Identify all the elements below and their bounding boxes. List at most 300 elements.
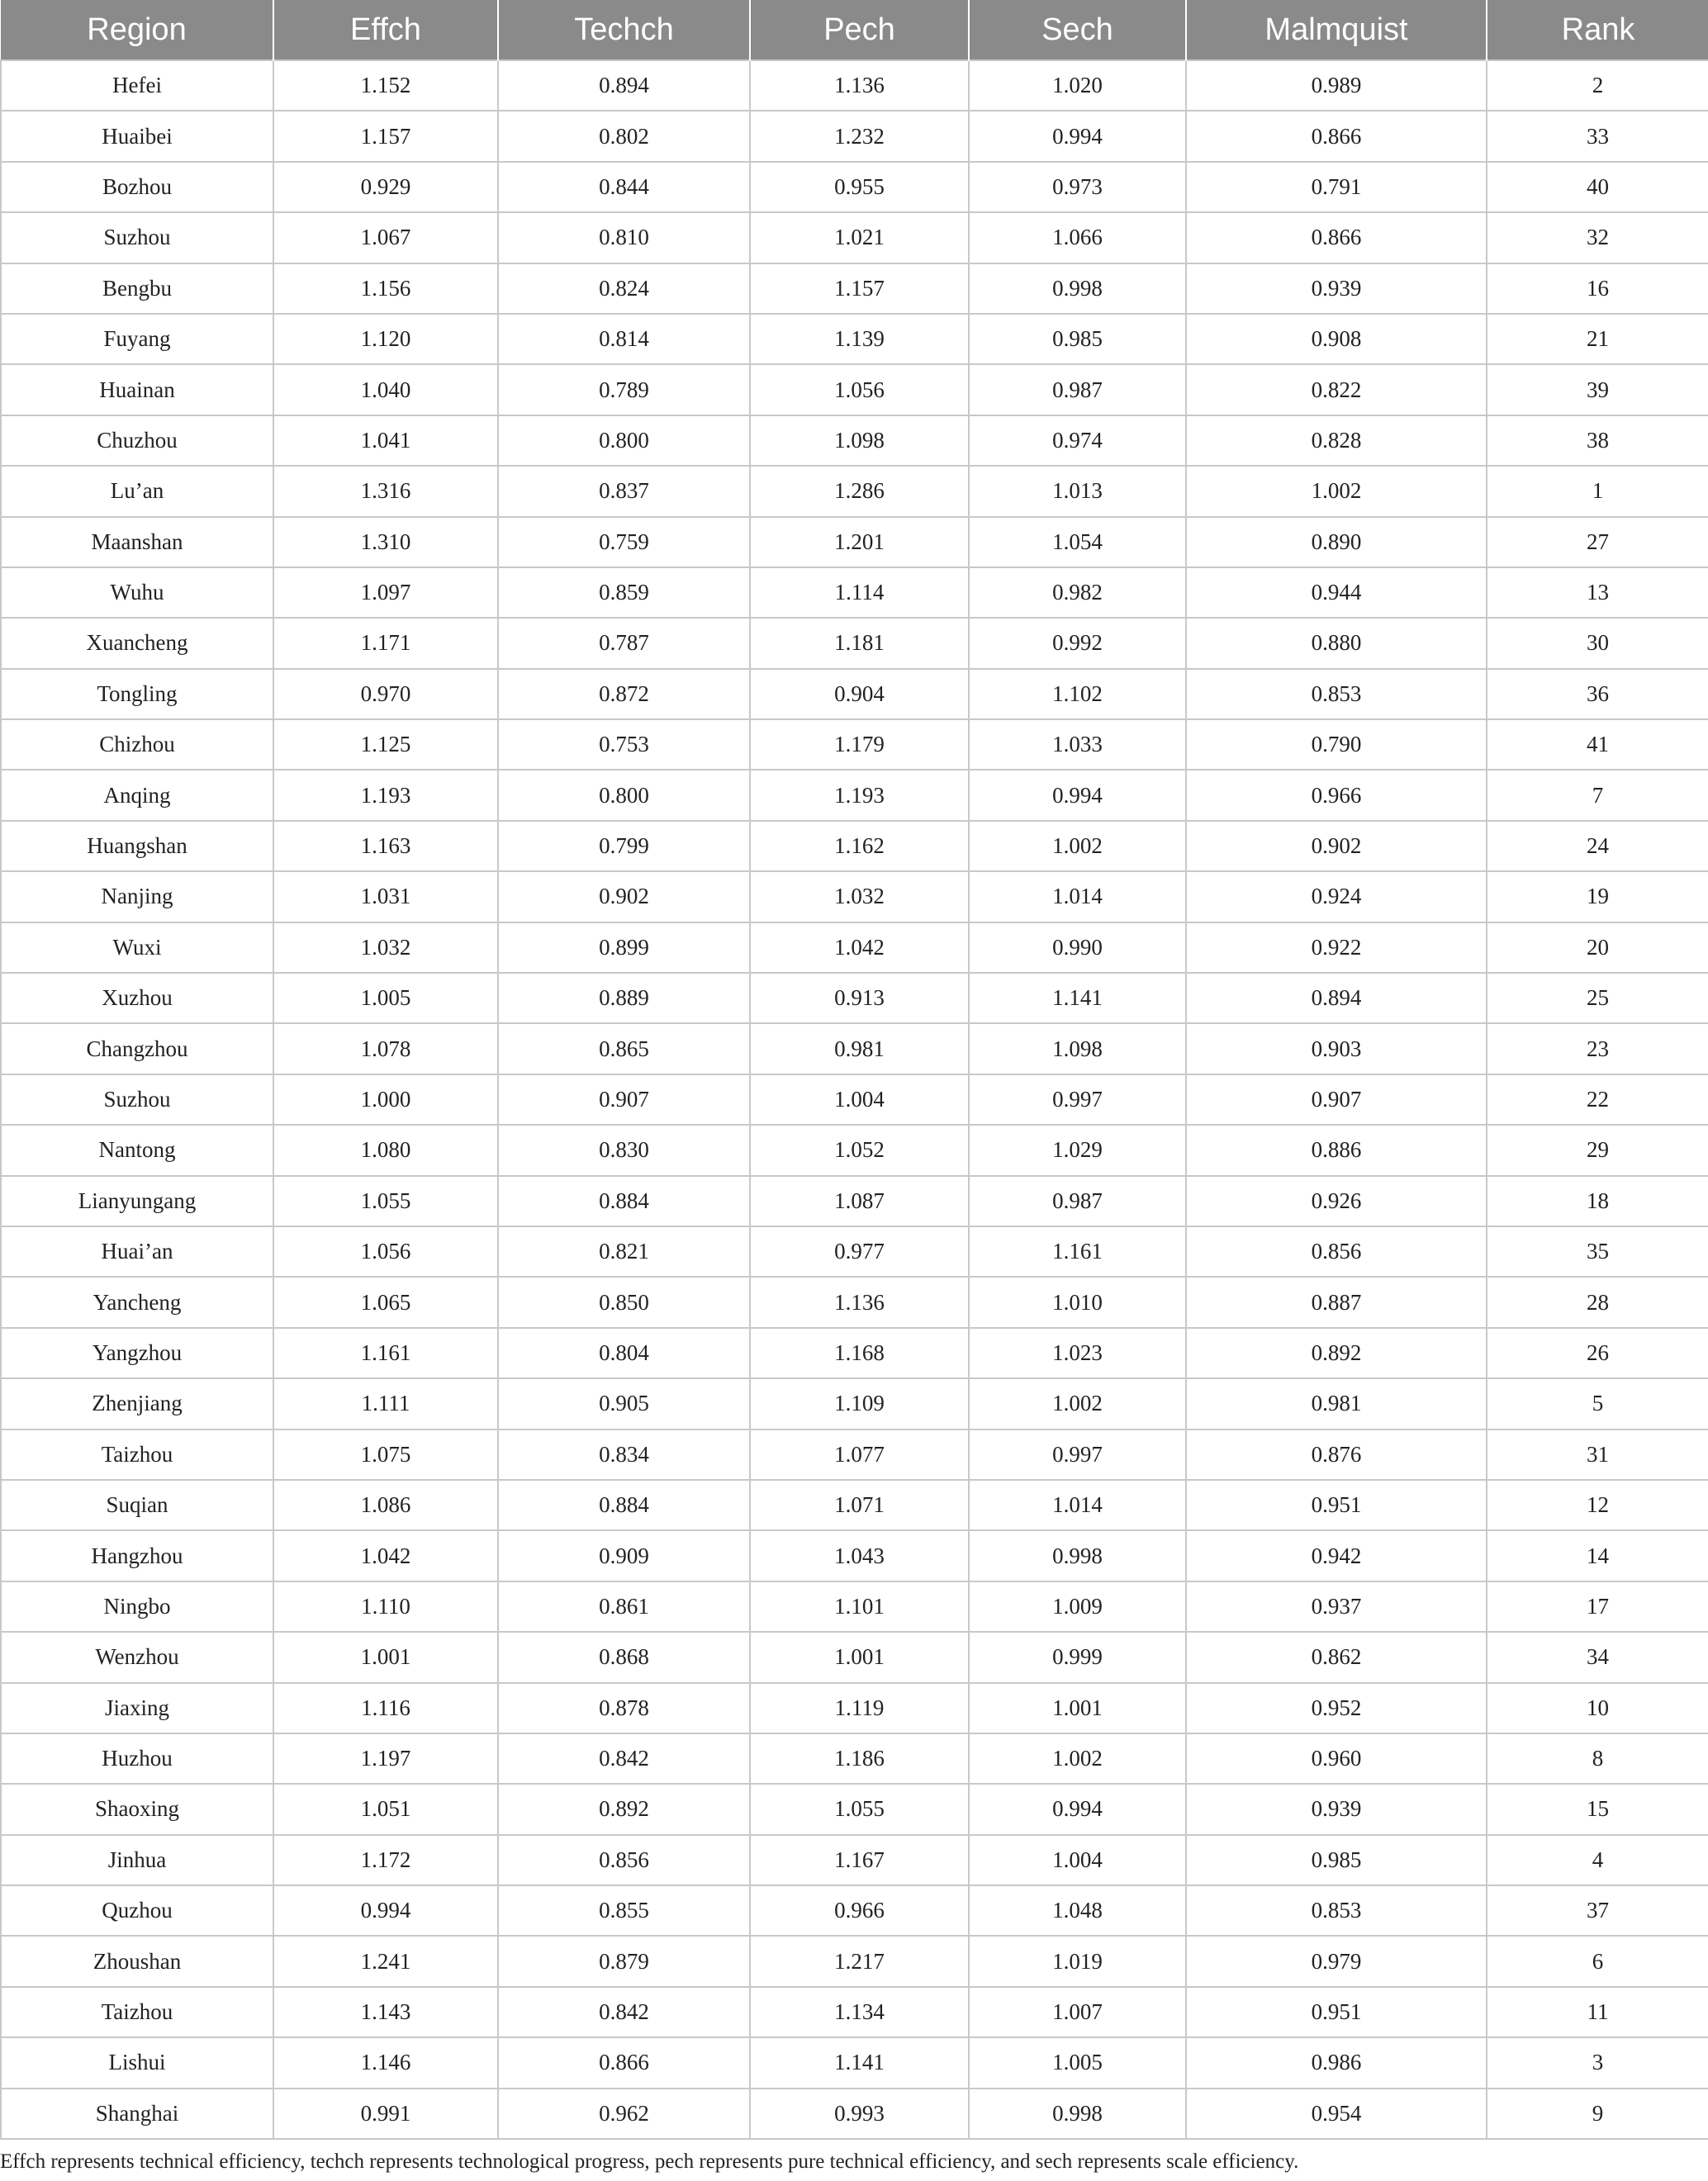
cell-techch: 0.907 bbox=[498, 1074, 750, 1125]
cell-rank: 19 bbox=[1487, 871, 1708, 922]
cell-sech: 1.001 bbox=[969, 1683, 1186, 1733]
cell-pech: 1.114 bbox=[750, 567, 969, 618]
cell-pech: 0.993 bbox=[750, 2089, 969, 2139]
cell-techch: 0.868 bbox=[498, 1632, 750, 1682]
cell-malmquist: 0.886 bbox=[1186, 1125, 1487, 1175]
cell-effch: 1.193 bbox=[273, 770, 498, 820]
cell-pech: 1.167 bbox=[750, 1835, 969, 1885]
cell-rank: 24 bbox=[1487, 821, 1708, 871]
cell-malmquist: 1.002 bbox=[1186, 466, 1487, 516]
cell-sech: 1.002 bbox=[969, 821, 1186, 871]
cell-sech: 1.066 bbox=[969, 212, 1186, 263]
cell-rank: 18 bbox=[1487, 1176, 1708, 1226]
cell-rank: 9 bbox=[1487, 2089, 1708, 2139]
table-row bbox=[1, 2089, 1708, 2139]
cell-rank: 37 bbox=[1487, 1885, 1708, 1936]
table-row bbox=[1, 1226, 1708, 1277]
cell-pech: 1.071 bbox=[750, 1480, 969, 1530]
cell-pech: 1.119 bbox=[750, 1683, 969, 1733]
column-header-malmquist: Malmquist bbox=[1186, 0, 1487, 60]
cell-sech: 0.997 bbox=[969, 1430, 1186, 1480]
cell-malmquist: 0.894 bbox=[1186, 973, 1487, 1023]
table-row bbox=[1, 1885, 1708, 1936]
cell-rank: 36 bbox=[1487, 669, 1708, 719]
cell-malmquist: 0.790 bbox=[1186, 719, 1487, 770]
cell-rank: 17 bbox=[1487, 1581, 1708, 1632]
cell-sech: 0.987 bbox=[969, 1176, 1186, 1226]
cell-techch: 0.855 bbox=[498, 1885, 750, 1936]
cell-effch: 1.316 bbox=[273, 466, 498, 516]
table-row bbox=[1, 1835, 1708, 1885]
table-row bbox=[1, 1430, 1708, 1480]
cell-sech: 1.141 bbox=[969, 973, 1186, 1023]
cell-malmquist: 0.939 bbox=[1186, 263, 1487, 314]
cell-region: Shaoxing bbox=[1, 1784, 273, 1834]
cell-rank: 7 bbox=[1487, 770, 1708, 820]
cell-malmquist: 0.944 bbox=[1186, 567, 1487, 618]
cell-region: Wuxi bbox=[1, 922, 273, 973]
cell-sech: 0.998 bbox=[969, 263, 1186, 314]
cell-pech: 1.141 bbox=[750, 2037, 969, 2088]
cell-effch: 1.055 bbox=[273, 1176, 498, 1226]
cell-sech: 0.990 bbox=[969, 922, 1186, 973]
cell-malmquist: 0.924 bbox=[1186, 871, 1487, 922]
cell-pech: 1.055 bbox=[750, 1784, 969, 1834]
table-footnote: Effch represents technical efficiency, techch represents technological progress, pech represents pure technical efficiency, and sech represents scale efficiency. bbox=[0, 2150, 1299, 2173]
cell-rank: 25 bbox=[1487, 973, 1708, 1023]
table-row bbox=[1, 1936, 1708, 1986]
cell-techch: 0.892 bbox=[498, 1784, 750, 1834]
cell-sech: 1.019 bbox=[969, 1936, 1186, 1986]
cell-region: Ningbo bbox=[1, 1581, 273, 1632]
cell-pech: 1.157 bbox=[750, 263, 969, 314]
cell-sech: 1.010 bbox=[969, 1277, 1186, 1327]
table-row bbox=[1, 1074, 1708, 1125]
cell-techch: 0.804 bbox=[498, 1328, 750, 1378]
cell-region: Huangshan bbox=[1, 821, 273, 871]
cell-pech: 1.043 bbox=[750, 1530, 969, 1581]
cell-pech: 1.032 bbox=[750, 871, 969, 922]
cell-pech: 1.042 bbox=[750, 922, 969, 973]
cell-pech: 0.904 bbox=[750, 669, 969, 719]
table-row bbox=[1, 719, 1708, 770]
table-row bbox=[1, 212, 1708, 263]
cell-effch: 1.097 bbox=[273, 567, 498, 618]
cell-effch: 1.163 bbox=[273, 821, 498, 871]
cell-effch: 1.156 bbox=[273, 263, 498, 314]
cell-effch: 1.241 bbox=[273, 1936, 498, 1986]
cell-techch: 0.884 bbox=[498, 1176, 750, 1226]
cell-effch: 1.110 bbox=[273, 1581, 498, 1632]
header-row bbox=[1, 0, 1708, 60]
cell-pech: 1.077 bbox=[750, 1430, 969, 1480]
cell-rank: 21 bbox=[1487, 314, 1708, 364]
cell-pech: 1.286 bbox=[750, 466, 969, 516]
table-row bbox=[1, 364, 1708, 415]
cell-pech: 1.136 bbox=[750, 1277, 969, 1327]
table-row bbox=[1, 669, 1708, 719]
cell-sech: 0.985 bbox=[969, 314, 1186, 364]
cell-sech: 0.994 bbox=[969, 770, 1186, 820]
cell-sech: 1.161 bbox=[969, 1226, 1186, 1277]
cell-rank: 14 bbox=[1487, 1530, 1708, 1581]
cell-sech: 0.997 bbox=[969, 1074, 1186, 1125]
cell-region: Bozhou bbox=[1, 162, 273, 212]
cell-rank: 8 bbox=[1487, 1733, 1708, 1784]
table-row bbox=[1, 1277, 1708, 1327]
cell-region: Fuyang bbox=[1, 314, 273, 364]
cell-effch: 1.032 bbox=[273, 922, 498, 973]
cell-pech: 1.136 bbox=[750, 60, 969, 111]
table-row bbox=[1, 1023, 1708, 1074]
cell-region: Xuzhou bbox=[1, 973, 273, 1023]
cell-malmquist: 0.981 bbox=[1186, 1378, 1487, 1429]
cell-sech: 1.004 bbox=[969, 1835, 1186, 1885]
cell-sech: 1.023 bbox=[969, 1328, 1186, 1378]
cell-effch: 1.143 bbox=[273, 1987, 498, 2037]
cell-rank: 32 bbox=[1487, 212, 1708, 263]
cell-rank: 5 bbox=[1487, 1378, 1708, 1429]
table-row bbox=[1, 466, 1708, 516]
cell-effch: 1.146 bbox=[273, 2037, 498, 2088]
cell-effch: 1.051 bbox=[273, 1784, 498, 1834]
cell-techch: 0.894 bbox=[498, 60, 750, 111]
cell-malmquist: 0.791 bbox=[1186, 162, 1487, 212]
cell-effch: 1.056 bbox=[273, 1226, 498, 1277]
cell-region: Huzhou bbox=[1, 1733, 273, 1784]
cell-region: Nantong bbox=[1, 1125, 273, 1175]
column-header-sech: Sech bbox=[969, 0, 1186, 60]
cell-rank: 23 bbox=[1487, 1023, 1708, 1074]
cell-effch: 1.065 bbox=[273, 1277, 498, 1327]
cell-rank: 35 bbox=[1487, 1226, 1708, 1277]
cell-sech: 1.033 bbox=[969, 719, 1186, 770]
table-row bbox=[1, 2037, 1708, 2088]
cell-sech: 0.973 bbox=[969, 162, 1186, 212]
cell-rank: 10 bbox=[1487, 1683, 1708, 1733]
cell-region: Yangzhou bbox=[1, 1328, 273, 1378]
cell-pech: 1.168 bbox=[750, 1328, 969, 1378]
cell-malmquist: 0.942 bbox=[1186, 1530, 1487, 1581]
cell-sech: 1.002 bbox=[969, 1733, 1186, 1784]
cell-sech: 1.005 bbox=[969, 2037, 1186, 2088]
cell-region: Huai’an bbox=[1, 1226, 273, 1277]
cell-techch: 0.865 bbox=[498, 1023, 750, 1074]
cell-effch: 1.171 bbox=[273, 618, 498, 668]
cell-malmquist: 0.887 bbox=[1186, 1277, 1487, 1327]
table-header bbox=[1, 0, 1708, 60]
cell-region: Anqing bbox=[1, 770, 273, 820]
cell-techch: 0.889 bbox=[498, 973, 750, 1023]
cell-malmquist: 0.853 bbox=[1186, 669, 1487, 719]
cell-sech: 1.007 bbox=[969, 1987, 1186, 2037]
cell-techch: 0.962 bbox=[498, 2089, 750, 2139]
table-row bbox=[1, 1987, 1708, 2037]
cell-techch: 0.909 bbox=[498, 1530, 750, 1581]
cell-region: Lishui bbox=[1, 2037, 273, 2088]
cell-effch: 0.994 bbox=[273, 1885, 498, 1936]
cell-region: Huainan bbox=[1, 364, 273, 415]
cell-effch: 1.310 bbox=[273, 517, 498, 567]
cell-sech: 0.994 bbox=[969, 1784, 1186, 1834]
cell-sech: 1.009 bbox=[969, 1581, 1186, 1632]
cell-malmquist: 0.960 bbox=[1186, 1733, 1487, 1784]
cell-malmquist: 0.951 bbox=[1186, 1480, 1487, 1530]
table-row bbox=[1, 871, 1708, 922]
cell-malmquist: 0.922 bbox=[1186, 922, 1487, 973]
cell-rank: 2 bbox=[1487, 60, 1708, 111]
table-row bbox=[1, 60, 1708, 111]
cell-pech: 1.021 bbox=[750, 212, 969, 263]
cell-techch: 0.753 bbox=[498, 719, 750, 770]
table-row bbox=[1, 517, 1708, 567]
cell-malmquist: 0.828 bbox=[1186, 415, 1487, 466]
column-header-techch: Techch bbox=[498, 0, 750, 60]
cell-pech: 1.217 bbox=[750, 1936, 969, 1986]
cell-region: Hangzhou bbox=[1, 1530, 273, 1581]
table-row bbox=[1, 1733, 1708, 1784]
cell-sech: 1.020 bbox=[969, 60, 1186, 111]
cell-region: Nanjing bbox=[1, 871, 273, 922]
cell-region: Suqian bbox=[1, 1480, 273, 1530]
table-row bbox=[1, 922, 1708, 973]
cell-sech: 0.974 bbox=[969, 415, 1186, 466]
cell-techch: 0.821 bbox=[498, 1226, 750, 1277]
cell-sech: 1.014 bbox=[969, 1480, 1186, 1530]
cell-rank: 40 bbox=[1487, 162, 1708, 212]
cell-region: Lianyungang bbox=[1, 1176, 273, 1226]
cell-effch: 1.078 bbox=[273, 1023, 498, 1074]
cell-techch: 0.861 bbox=[498, 1581, 750, 1632]
cell-effch: 1.075 bbox=[273, 1430, 498, 1480]
cell-techch: 0.856 bbox=[498, 1835, 750, 1885]
cell-techch: 0.866 bbox=[498, 2037, 750, 2088]
cell-region: Yancheng bbox=[1, 1277, 273, 1327]
cell-effch: 1.157 bbox=[273, 111, 498, 161]
cell-sech: 1.002 bbox=[969, 1378, 1186, 1429]
cell-effch: 1.000 bbox=[273, 1074, 498, 1125]
cell-techch: 0.842 bbox=[498, 1987, 750, 2037]
cell-effch: 1.067 bbox=[273, 212, 498, 263]
cell-rank: 12 bbox=[1487, 1480, 1708, 1530]
cell-pech: 1.179 bbox=[750, 719, 969, 770]
cell-region: Maanshan bbox=[1, 517, 273, 567]
cell-malmquist: 0.937 bbox=[1186, 1581, 1487, 1632]
cell-pech: 1.004 bbox=[750, 1074, 969, 1125]
cell-effch: 1.172 bbox=[273, 1835, 498, 1885]
column-header-rank: Rank bbox=[1487, 0, 1708, 60]
cell-rank: 22 bbox=[1487, 1074, 1708, 1125]
cell-pech: 1.193 bbox=[750, 770, 969, 820]
cell-effch: 1.005 bbox=[273, 973, 498, 1023]
cell-effch: 1.040 bbox=[273, 364, 498, 415]
cell-pech: 1.181 bbox=[750, 618, 969, 668]
cell-techch: 0.810 bbox=[498, 212, 750, 263]
cell-malmquist: 0.822 bbox=[1186, 364, 1487, 415]
cell-rank: 27 bbox=[1487, 517, 1708, 567]
cell-region: Wuhu bbox=[1, 567, 273, 618]
cell-malmquist: 0.989 bbox=[1186, 60, 1487, 111]
cell-techch: 0.834 bbox=[498, 1430, 750, 1480]
cell-sech: 1.098 bbox=[969, 1023, 1186, 1074]
cell-malmquist: 0.939 bbox=[1186, 1784, 1487, 1834]
cell-rank: 6 bbox=[1487, 1936, 1708, 1986]
cell-sech: 1.013 bbox=[969, 466, 1186, 516]
cell-malmquist: 0.986 bbox=[1186, 2037, 1487, 2088]
cell-pech: 1.139 bbox=[750, 314, 969, 364]
cell-malmquist: 0.954 bbox=[1186, 2089, 1487, 2139]
cell-pech: 0.977 bbox=[750, 1226, 969, 1277]
cell-techch: 0.800 bbox=[498, 415, 750, 466]
cell-region: Zhenjiang bbox=[1, 1378, 273, 1429]
cell-malmquist: 0.862 bbox=[1186, 1632, 1487, 1682]
cell-sech: 1.048 bbox=[969, 1885, 1186, 1936]
cell-malmquist: 0.903 bbox=[1186, 1023, 1487, 1074]
cell-effch: 1.161 bbox=[273, 1328, 498, 1378]
cell-sech: 0.987 bbox=[969, 364, 1186, 415]
cell-malmquist: 0.908 bbox=[1186, 314, 1487, 364]
cell-effch: 1.080 bbox=[273, 1125, 498, 1175]
table-row bbox=[1, 1328, 1708, 1378]
cell-pech: 1.232 bbox=[750, 111, 969, 161]
cell-pech: 1.052 bbox=[750, 1125, 969, 1175]
cell-effch: 1.152 bbox=[273, 60, 498, 111]
cell-rank: 39 bbox=[1487, 364, 1708, 415]
cell-rank: 26 bbox=[1487, 1328, 1708, 1378]
cell-techch: 0.899 bbox=[498, 922, 750, 973]
cell-effch: 1.001 bbox=[273, 1632, 498, 1682]
cell-pech: 1.109 bbox=[750, 1378, 969, 1429]
cell-techch: 0.844 bbox=[498, 162, 750, 212]
table-row bbox=[1, 1125, 1708, 1175]
cell-techch: 0.802 bbox=[498, 111, 750, 161]
table-row bbox=[1, 1378, 1708, 1429]
cell-malmquist: 0.876 bbox=[1186, 1430, 1487, 1480]
cell-techch: 0.814 bbox=[498, 314, 750, 364]
cell-malmquist: 0.985 bbox=[1186, 1835, 1487, 1885]
cell-techch: 0.850 bbox=[498, 1277, 750, 1327]
cell-region: Lu’an bbox=[1, 466, 273, 516]
cell-sech: 0.992 bbox=[969, 618, 1186, 668]
table-row bbox=[1, 1683, 1708, 1733]
cell-sech: 1.014 bbox=[969, 871, 1186, 922]
cell-rank: 13 bbox=[1487, 567, 1708, 618]
table-row bbox=[1, 1632, 1708, 1682]
cell-region: Bengbu bbox=[1, 263, 273, 314]
cell-rank: 4 bbox=[1487, 1835, 1708, 1885]
cell-malmquist: 0.866 bbox=[1186, 212, 1487, 263]
cell-sech: 1.029 bbox=[969, 1125, 1186, 1175]
cell-region: Changzhou bbox=[1, 1023, 273, 1074]
cell-techch: 0.872 bbox=[498, 669, 750, 719]
cell-effch: 1.086 bbox=[273, 1480, 498, 1530]
cell-effch: 1.111 bbox=[273, 1378, 498, 1429]
cell-effch: 0.929 bbox=[273, 162, 498, 212]
cell-effch: 1.125 bbox=[273, 719, 498, 770]
cell-rank: 28 bbox=[1487, 1277, 1708, 1327]
cell-region: Xuancheng bbox=[1, 618, 273, 668]
column-header-pech: Pech bbox=[750, 0, 969, 60]
cell-region: Jiaxing bbox=[1, 1683, 273, 1733]
cell-region: Chuzhou bbox=[1, 415, 273, 466]
cell-rank: 34 bbox=[1487, 1632, 1708, 1682]
cell-pech: 0.955 bbox=[750, 162, 969, 212]
cell-techch: 0.799 bbox=[498, 821, 750, 871]
cell-techch: 0.789 bbox=[498, 364, 750, 415]
cell-sech: 0.982 bbox=[969, 567, 1186, 618]
cell-region: Hefei bbox=[1, 60, 273, 111]
table-row bbox=[1, 618, 1708, 668]
cell-malmquist: 0.979 bbox=[1186, 1936, 1487, 1986]
table-row bbox=[1, 415, 1708, 466]
cell-sech: 0.998 bbox=[969, 2089, 1186, 2139]
cell-techch: 0.830 bbox=[498, 1125, 750, 1175]
cell-techch: 0.837 bbox=[498, 466, 750, 516]
cell-pech: 1.001 bbox=[750, 1632, 969, 1682]
cell-sech: 1.054 bbox=[969, 517, 1186, 567]
cell-rank: 1 bbox=[1487, 466, 1708, 516]
table-row bbox=[1, 162, 1708, 212]
cell-effch: 1.042 bbox=[273, 1530, 498, 1581]
cell-rank: 38 bbox=[1487, 415, 1708, 466]
cell-rank: 31 bbox=[1487, 1430, 1708, 1480]
cell-region: Taizhou bbox=[1, 1430, 273, 1480]
cell-effch: 1.116 bbox=[273, 1683, 498, 1733]
cell-techch: 0.859 bbox=[498, 567, 750, 618]
cell-malmquist: 0.907 bbox=[1186, 1074, 1487, 1125]
cell-techch: 0.787 bbox=[498, 618, 750, 668]
cell-pech: 1.186 bbox=[750, 1733, 969, 1784]
cell-sech: 0.999 bbox=[969, 1632, 1186, 1682]
table-row bbox=[1, 770, 1708, 820]
cell-techch: 0.842 bbox=[498, 1733, 750, 1784]
table-row bbox=[1, 1581, 1708, 1632]
cell-region: Jinhua bbox=[1, 1835, 273, 1885]
cell-effch: 1.031 bbox=[273, 871, 498, 922]
cell-sech: 1.102 bbox=[969, 669, 1186, 719]
cell-malmquist: 0.853 bbox=[1186, 1885, 1487, 1936]
cell-pech: 1.162 bbox=[750, 821, 969, 871]
table-row bbox=[1, 973, 1708, 1023]
cell-techch: 0.879 bbox=[498, 1936, 750, 1986]
column-header-region: Region bbox=[1, 0, 273, 60]
cell-malmquist: 0.890 bbox=[1186, 517, 1487, 567]
cell-rank: 33 bbox=[1487, 111, 1708, 161]
cell-pech: 0.981 bbox=[750, 1023, 969, 1074]
cell-malmquist: 0.926 bbox=[1186, 1176, 1487, 1226]
cell-pech: 0.913 bbox=[750, 973, 969, 1023]
cell-techch: 0.884 bbox=[498, 1480, 750, 1530]
cell-pech: 1.087 bbox=[750, 1176, 969, 1226]
cell-techch: 0.800 bbox=[498, 770, 750, 820]
cell-rank: 15 bbox=[1487, 1784, 1708, 1834]
table-row bbox=[1, 314, 1708, 364]
table-row bbox=[1, 111, 1708, 161]
cell-sech: 0.998 bbox=[969, 1530, 1186, 1581]
table-row bbox=[1, 1784, 1708, 1834]
cell-effch: 1.197 bbox=[273, 1733, 498, 1784]
cell-malmquist: 0.952 bbox=[1186, 1683, 1487, 1733]
cell-region: Suzhou bbox=[1, 212, 273, 263]
table-row bbox=[1, 567, 1708, 618]
cell-pech: 1.201 bbox=[750, 517, 969, 567]
cell-malmquist: 0.966 bbox=[1186, 770, 1487, 820]
cell-rank: 30 bbox=[1487, 618, 1708, 668]
cell-techch: 0.878 bbox=[498, 1683, 750, 1733]
cell-region: Shanghai bbox=[1, 2089, 273, 2139]
cell-effch: 1.120 bbox=[273, 314, 498, 364]
table-row bbox=[1, 821, 1708, 871]
